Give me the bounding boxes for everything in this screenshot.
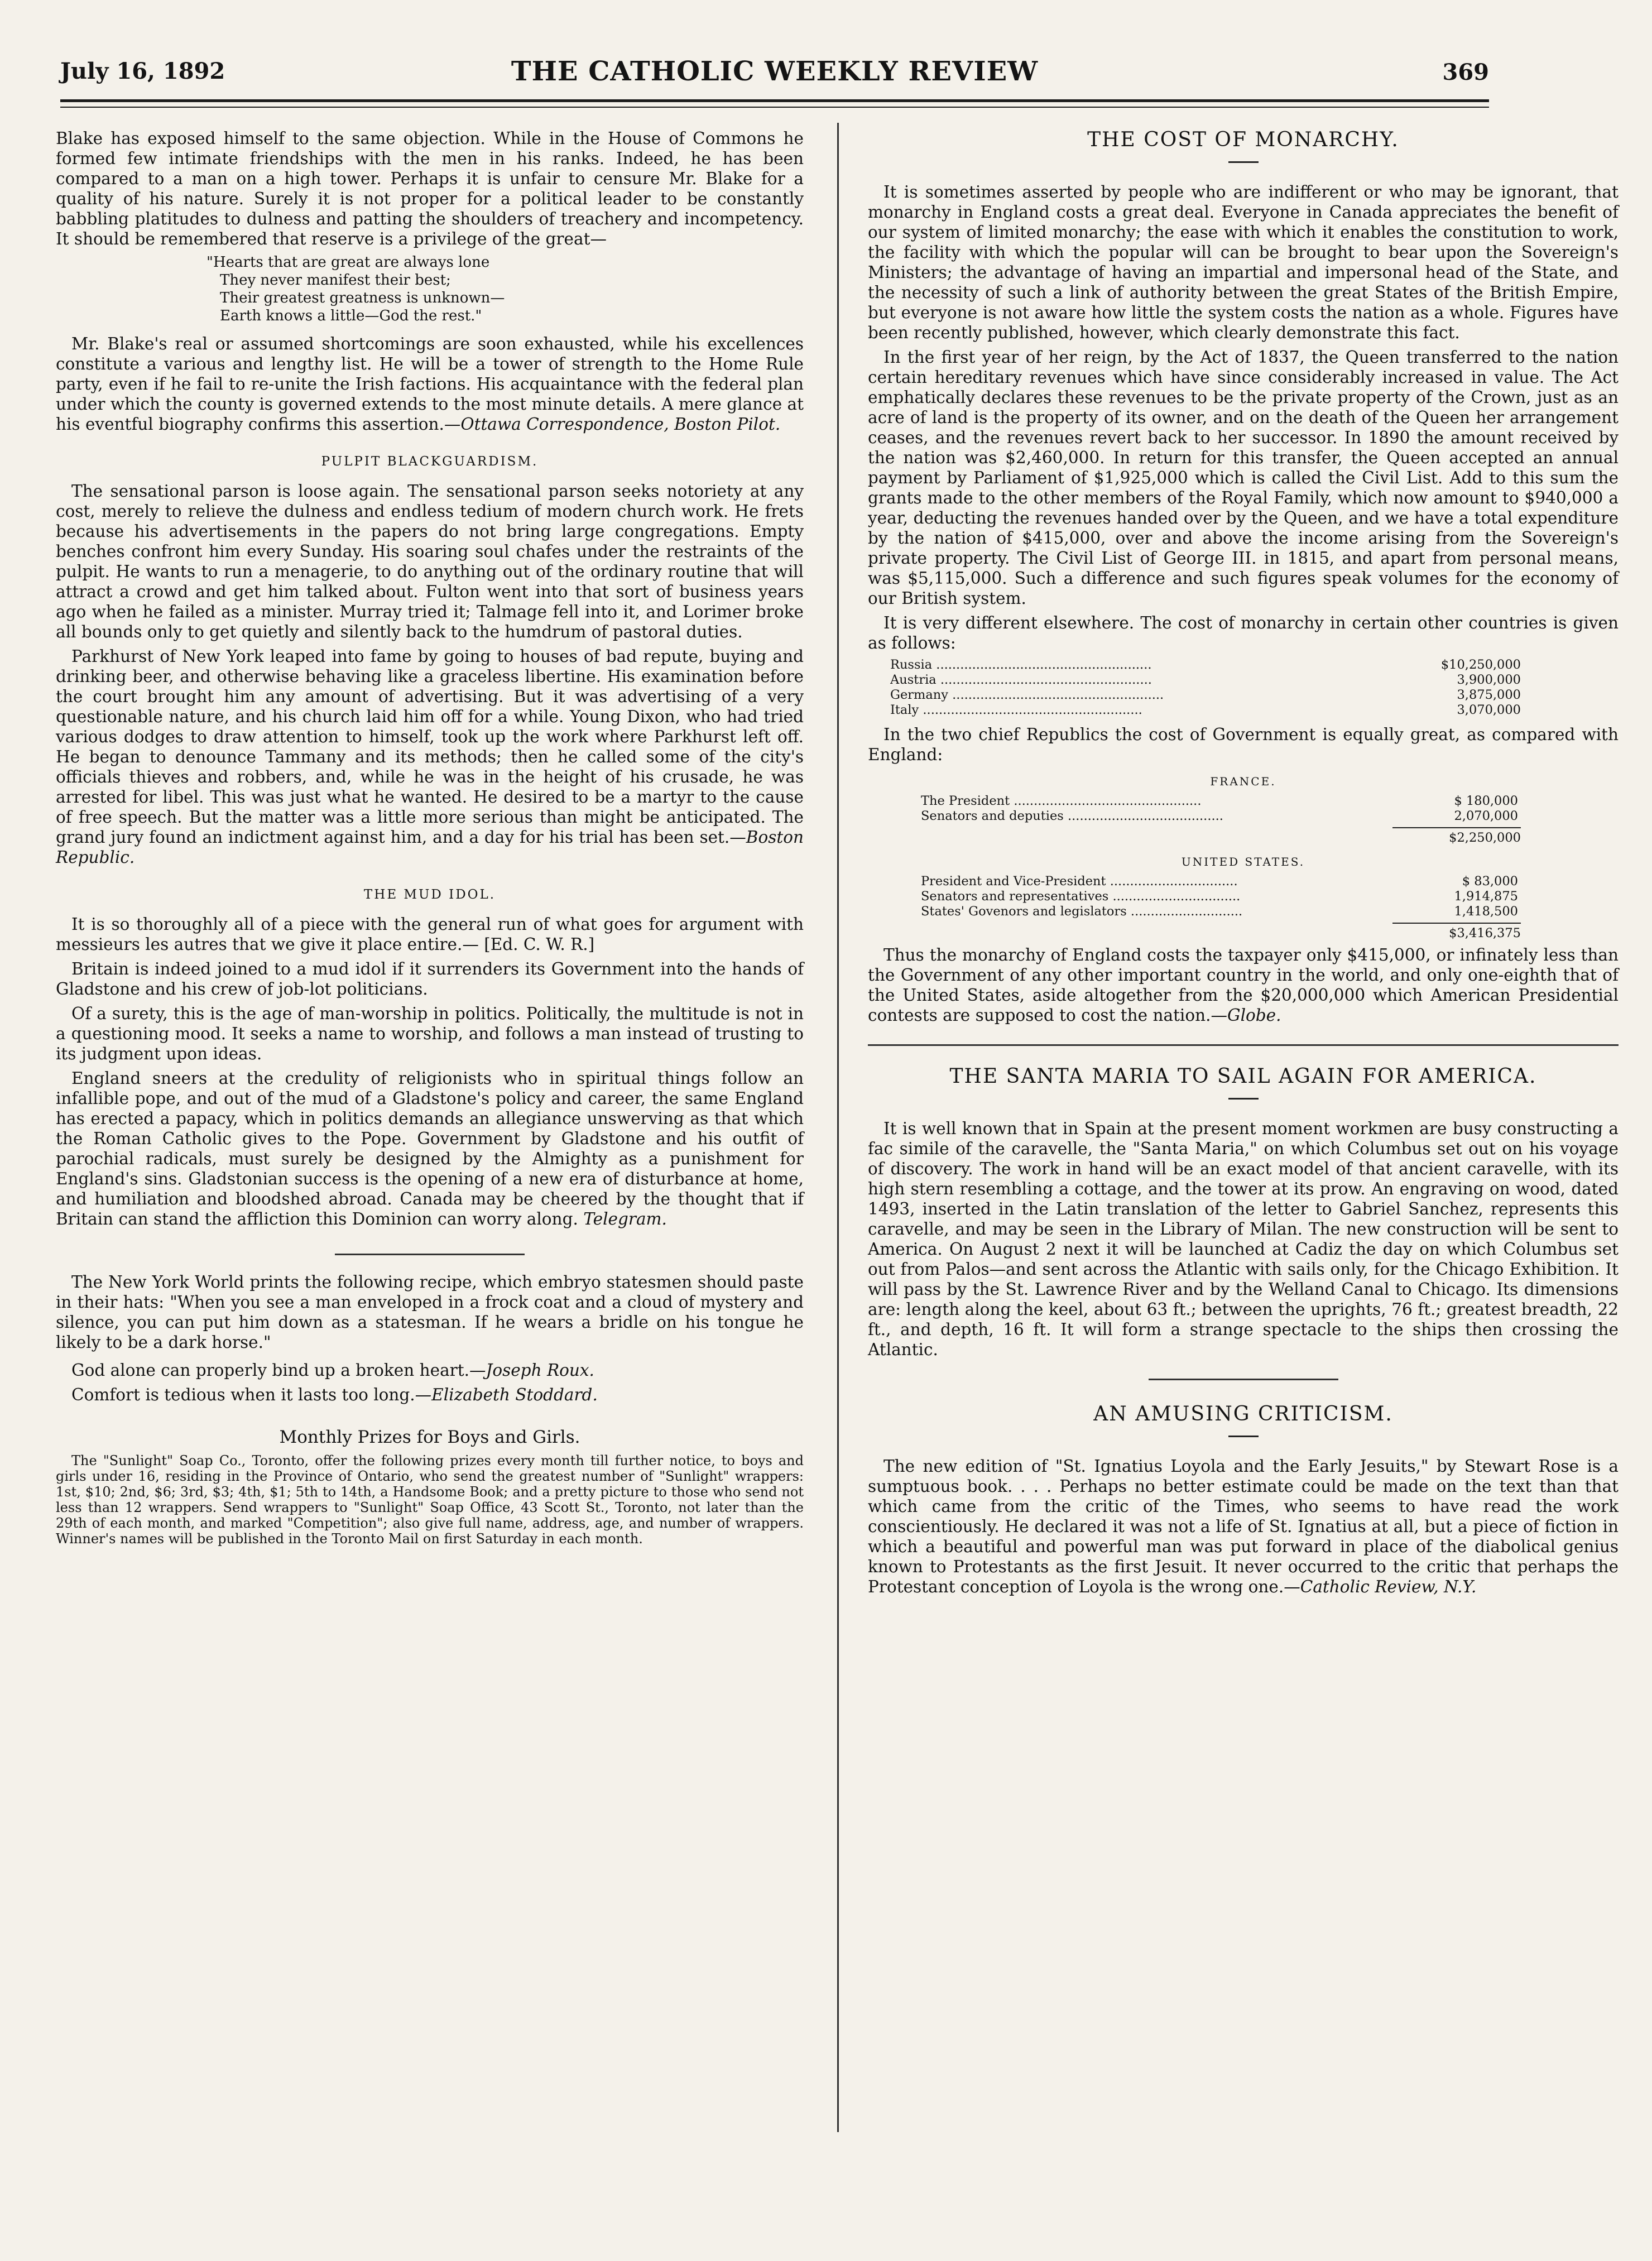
- cost-row: [921, 794, 1518, 809]
- source-credit: —Boston Republic.: [56, 828, 804, 867]
- cost-amount: 3,070,000: [1457, 703, 1521, 717]
- section-heading-pulpit: PULPIT BLACKGUARDISM.: [321, 454, 539, 469]
- cost-row: [921, 874, 1518, 889]
- monarchy-paragraph-1: It is sometimes asserted by people who are indifferent or who may be ignorant, that monarchy in England costs a great deal. Everyone in Canada appreciates the benefit of our system of limited monarchy; the ease with which it enables the constitution to work, the facility with which the popular will can be brought to bear upon the Sovereign's Ministers; the advantage of having an impartial and impersonal head of the State, and the necessity of such a link of authority between the great States of the British Empire, but everyone is not aware how little the system costs the nation as a whole. Figures have been recently published, however, which clearly demonstrate this fact.: [868, 183, 1619, 342]
- quote-text: Comfort is tedious when it lasts too long.: [71, 1385, 415, 1404]
- poem-line: "Hearts that are great are always lone: [206, 254, 490, 271]
- cost-amount: 2,070,000: [1454, 809, 1518, 823]
- quote-author: —Joseph Roux.: [469, 1361, 594, 1380]
- cost-amount: 1,914,875: [1454, 889, 1518, 904]
- cost-amount: 3,900,000: [1457, 673, 1521, 687]
- total-rule: [1392, 923, 1521, 924]
- title-dash: [1228, 1436, 1259, 1437]
- cost-label: Senators and deputies .......................................: [921, 809, 1223, 823]
- cost-label: Italy .......................................................: [890, 703, 1142, 717]
- santa-maria-paragraph: It is well known that in Spain at the present moment workmen are busy constructing a fac simile of the caravelle, the "Santa Maria," on which Columbus set out on his voyage of discovery. The work in hand will be an exact model of that ancient caravelle, with its high stern resembling a cottage, and the tower at its prow. An engraving on wood, dated 1493, inserted in the Latin translation of the letter to Gabriel Sanchez, represents this caravelle, and may be seen in the Library of Milan. The new construction will be sent to America. On August 2 next it will be launched at Cadiz the day on which Columbus set out from Palos—and sent across the Atlantic with sails only, for the Chicago Exhibition. It will pass by the St. Lawrence River and by the Welland Canal to Chicago. Its dimensions are: length along the keel, about 63 ft.; between the uprights, 76 ft.; greatest breadth, 22 ft., and depth, 16 ft. It will form a strange spectacle to the ships then crossing the Atlantic.: [868, 1119, 1619, 1359]
- right-column: [868, 128, 1619, 1601]
- poem-line: Their greatest greatness is unknown—: [220, 290, 505, 306]
- cost-amount: 1,418,500: [1454, 904, 1518, 919]
- cost-row: [890, 688, 1521, 703]
- mud-paragraph-3: Of a surety, this is the age of man-worship in politics. Politically, the multitude is not in a questioning mood. It seeks a name to worship, and follows a man instead of trusting to its judgment upon ideas.: [56, 1004, 804, 1063]
- poem: [206, 253, 804, 325]
- monarchy-paragraph-5: [868, 945, 1619, 1025]
- monarchy-paragraph-4: In the two chief Republics the cost of Government is equally great, as compared with England:: [868, 725, 1619, 764]
- cost-row: [890, 703, 1521, 718]
- quote-stoddard: [56, 1385, 804, 1405]
- cost-amount: $ 83,000: [1462, 874, 1518, 889]
- cost-row: [921, 904, 1518, 919]
- title-dash: [1228, 1098, 1259, 1100]
- quote-roux: [56, 1360, 804, 1380]
- cost-row: [921, 809, 1518, 824]
- santa-maria-title: THE SANTA MARIA TO SAIL AGAIN FOR AMERICA.: [949, 1065, 1537, 1088]
- cost-amount: $ 180,000: [1454, 794, 1518, 808]
- amusing-criticism-paragraph: [868, 1456, 1619, 1597]
- separator-rule: [335, 1254, 525, 1255]
- monarchy-cost-table: [890, 657, 1521, 718]
- total-rule: [1392, 827, 1521, 828]
- recipe-paragraph: The New York World prints the following recipe, which embryo statesmen should paste in their hats: "When you see a man enveloped in a frock coat and a cloud of mystery and silence, you can put him down as a statesman. If he wears a bridle on his tongue he likely to be a dark horse.": [56, 1273, 804, 1352]
- criticism-text: The new edition of "St. Ignatius Loyola and the Early Jesuits," by Stewart Rose is a sumptuous book. . . . Perhaps no better estimate could be made on the text than that which came from the critic of the Times, who seems to have read the work conscientiously. He declared it was not a life of St. Ignatius at all, but a piece of fiction in which a beautiful and powerful man was put forward in place of the diabolical genius known to Protestants as the first Jesuit. It never occurred to the critic that perhaps the Protestant conception of Loyola is the wrong one.: [868, 1457, 1619, 1596]
- source-credit: —Globe.: [1211, 1006, 1281, 1025]
- france-total: $2,250,000: [1449, 831, 1521, 845]
- cost-label: President and Vice-President ................................: [921, 874, 1238, 889]
- cost-label: Austria .....................................................: [890, 673, 1152, 687]
- us-total: $3,416,375: [1449, 926, 1521, 940]
- pulpit-paragraph-1: The sensational parson is loose again. The sensational parson seeks notoriety at any cost, merely to relieve the dulness and endless tedium of modern church work. He frets because his advertisements in the papers do not bring large congregations. Empty benches confront him every Sunday. His soaring soul chafes under the restraints of the pulpit. He wants to run a menagerie, to do anything out of the ordinary routine that will attract a crowd and get him talked about. Fulton went into that sort of business years ago when he failed as a minister. Murray tried it; Talmage fell into it, and Lorimer broke all bounds only to get quietly and silently back to the humdrum of pastoral duties.: [56, 482, 804, 641]
- mud-paragraph-4: [56, 1068, 804, 1229]
- monarchy-paragraph-2: In the first year of her reign, by the Act of 1837, the Queen transferred to the nation certain hereditary revenues which have since considerably increased in value. The Act emphatically declares these revenues to be the private property of the Crown, just as an acre of land is the property of its owner, and on the death of the Queen her arrangement ceases, and the revenues revert back to her successor. In 1890 the amount received by the nation was $2,460,000. In return for this transfer, the Queen accepted an annual payment by Parliament of $1,925,000 which is called the Civil List. Add to this sum the grants made to the other members of the Royal Family, which now amount to $940,000 a year, deducting the revenues handed over by the Queen, and we have a total expenditure by the nation of $415,000, over and above the income arising from the Sovereign's private property. The Civil List of George III. in 1815, and apart from personal means, was $5,115,000. Such a difference and such figures speak volumes for the economy of our British system.: [868, 348, 1619, 608]
- poem-line: Earth knows a little—God the rest.": [220, 308, 482, 324]
- monarchy-paragraph-3: It is very different elsewhere. The cost of monarchy in certain other countries is given as follows:: [868, 613, 1619, 652]
- source-credit: Telegram.: [583, 1209, 667, 1228]
- us-cost-table: [921, 874, 1518, 919]
- blake-paragraph: Blake has exposed himself to the same objection. While in the House of Commons he formed few intimate friendships with the men in his ranks. Indeed, he has been compared to a man on a high tower. Perhaps it is unfair to censure Mr. Blake for a quality of his nature. Surely it is not proper for a political leader to be constantly babbling platitudes to dulness and patting the shoulders of treachery and incompetency. It should be remembered that reserve is a privilege of the great—: [56, 129, 804, 248]
- masthead-rule-thick: [60, 99, 1489, 102]
- france-cost-table: [921, 794, 1518, 824]
- masthead: [60, 54, 1489, 105]
- source-credit: —Catholic Review, N.Y.: [1284, 1577, 1477, 1596]
- monarchy-text: Thus the monarchy of England costs the taxpayer only $415,000, or infinately less than the Government of any other important country in the world, and only one-eighth that of the United States, aside altogether from the $20,000,000 which American Presidential contests are supposed to cost the nation.: [868, 945, 1619, 1025]
- section-rule: [868, 1044, 1619, 1046]
- cost-row: [890, 657, 1521, 673]
- section-heading-mud-idol: THE MUD IDOL.: [363, 887, 496, 902]
- quote-author: —Elizabeth Stoddard.: [415, 1385, 598, 1404]
- title-dash: [1228, 161, 1259, 163]
- issue-date: July 16, 1892: [60, 58, 225, 84]
- pulpit-paragraph-2: [56, 646, 804, 867]
- left-column: [56, 128, 804, 1547]
- cost-label: Russia ......................................................: [890, 657, 1152, 672]
- france-heading: FRANCE.: [1210, 775, 1276, 788]
- masthead-rule-thin: [60, 107, 1489, 108]
- cost-amount: $10,250,000: [1440, 657, 1521, 672]
- cost-row: [890, 673, 1521, 688]
- cost-label: States' Govenors and legislators ............................: [921, 904, 1243, 919]
- poem-line: They never manifest their best;: [220, 272, 451, 289]
- blake-paragraph-2: [56, 334, 804, 434]
- monarchy-title: THE COST OF MONARCHY.: [1087, 128, 1399, 151]
- blake-text: Mr. Blake's real or assumed shortcomings are soon exhausted, while his excellences constitute a various and lengthy list. He will be a tower of strength to the Home Rule party, even if he fail to re-unite the Irish factions. His acquaintance with the federal plan under which the county is governed extends to the most minute details. A mere glance at his eventful biography confirms this assertion.: [56, 334, 804, 434]
- source-credit: —Ottawa Correspondence, Boston Pilot.: [444, 415, 781, 434]
- cost-label: Senators and representatives ................................: [921, 889, 1241, 904]
- cost-row: [921, 889, 1518, 904]
- pulpit-text: Parkhurst of New York leaped into fame by going to houses of bad repute, buying and drinking beer, and otherwise behaving like a graceless libertine. His examination before the court brought him any amount of advertising. But it was advertising of a very questionable nature, and his church laid him off for a while. Young Dixon, who had tried various dodges to draw attention to himself, took up the work where Parkhurst left off. He began to denounce Tammany and its methods; then he called some of the city's officials thieves and robbers, and, while he was in the height of his crusade, he was arrested for libel. This was just what he wanted. He desired to be a martyr to the cause of free speech. But the matter was a little more serious than might be anticipated. The grand jury found an indictment against him, and a day for his trial has been set.: [56, 647, 804, 847]
- mud-text: England sneers at the credulity of religionists who in spiritual things follow an infallible pope, and out of the mud of a Gladstone's policy and career, the same England has erected a papacy, which in politics demands an allegiance unswerving as that which the Roman Catholic gives to the Pope. Government by Gladstone and his outfit of parochial radicals, must surely be designed by the Almighty as a punishment for England's sins. Gladstonian success is the opening of a new era of disturbance at home, and humiliation and bloodshed abroad. Canada may be cheered by the thought that if Britain can stand the affliction this Dominion can worry along.: [56, 1069, 804, 1228]
- newspaper-title: THE CATHOLIC WEEKLY REVIEW: [511, 56, 1039, 87]
- cost-label: Germany .....................................................: [890, 688, 1164, 702]
- mud-paragraph-2: Britain is indeed joined to a mud idol if it surrenders its Government into the hands of Gladstone and his crew of job-lot politicians.: [56, 959, 804, 999]
- us-heading: UNITED STATES.: [1181, 855, 1305, 868]
- separator-rule: [1149, 1379, 1338, 1380]
- column-rule: [837, 123, 839, 2132]
- cost-amount: 3,875,000: [1457, 688, 1521, 702]
- prizes-title: Monthly Prizes for Boys and Girls.: [279, 1427, 580, 1447]
- prizes-notice: The "Sunlight" Soap Co., Toronto, offer the following prizes every month till further notice, to boys and girls under 16, residing in the Province of Ontario, who send the greatest number of "Sunlight" wrappers: 1st, $10; 2nd, $6; 3rd, $3; 4th, $1; 5th to 14th, a Handsome Book; and a pretty picture to those who send not less than 12 wrappers. Send wrappers to "Sunlight" Soap Office, 43 Scott St., Toronto, not later than the 29th of each month, and marked "Competition"; also give full name, address, age, and number of wrappers. Winner's names will be published in the Toronto Mail on first Saturday in each month.: [56, 1453, 804, 1547]
- mud-paragraph-1: It is so thoroughly all of a piece with the general run of what goes for argument with messieurs les autres that we give it place entire.— [Ed. C. W. R.]: [56, 915, 804, 954]
- page-number: 369: [1442, 59, 1489, 85]
- amusing-criticism-title: AN AMUSING CRITICISM.: [1093, 1403, 1393, 1425]
- cost-label: The President ...............................................: [921, 794, 1202, 808]
- quote-text: God alone can properly bind up a broken heart.: [71, 1361, 469, 1380]
